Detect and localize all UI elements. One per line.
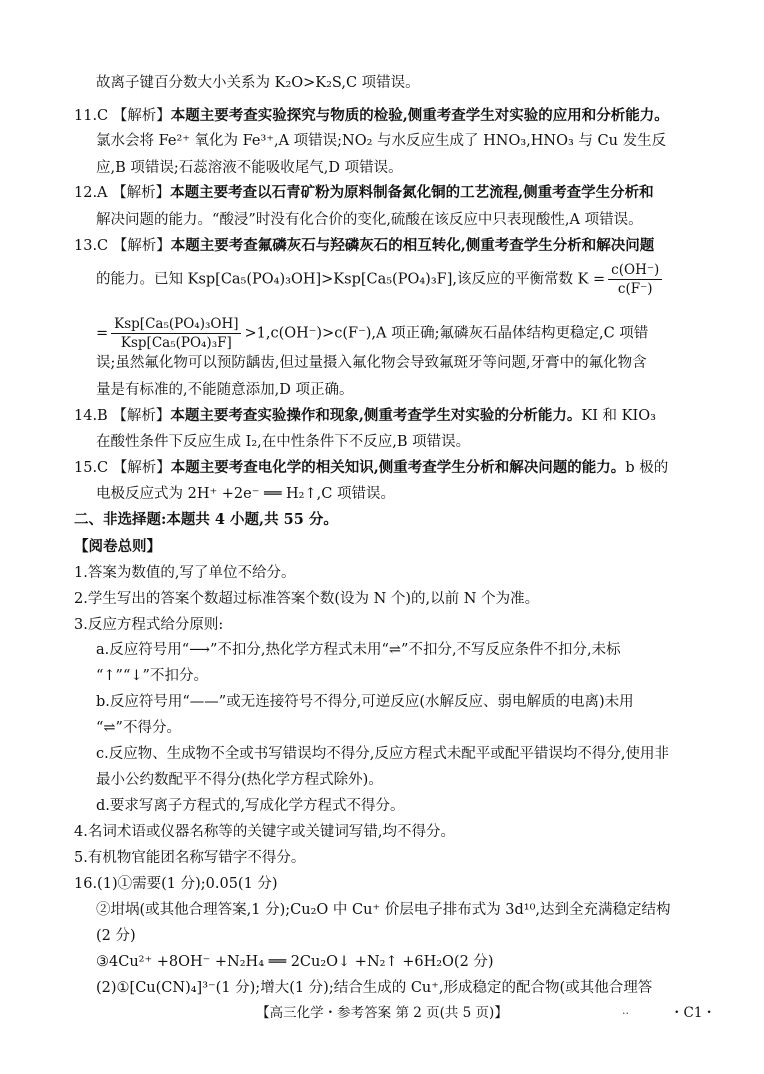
text-line: 在酸性条件下反应生成 I₂,在中性条件下不反应,B 项错误。 <box>96 434 471 450</box>
text-line: 氯水会将 Fe²⁺ 氧化为 Fe³⁺,A 项错误;NO₂ 与水反应生成了 HNO₃,HNO₃ 与 Cu 发生反 <box>96 133 667 149</box>
page-footer: 【高三化学・参考答案 第 2 页(共 5 页)】 <box>256 1005 508 1021</box>
analysis-summary: 本题主要考查氟磷灰石与羟磷灰石的相互转化,侧重考查学生分析和解决问题 <box>170 237 655 254</box>
text-line: 电极反应式为 2H⁺ +2e⁻ ══ H₂↑,C 项错误。 <box>96 486 395 502</box>
rule-item: 4.名词术语或仪器名称等的关键字或关键词写错,均不得分。 <box>74 824 455 840</box>
rule-subitem: c.反应物、生成物不全或书写错误均不得分,反应方程式未配平或配平错误均不得分,使用非 <box>96 746 669 762</box>
analysis-summary: 本题主要考查电化学的相关知识,侧重考查学生分析和解决问题的能力。 <box>170 459 626 476</box>
rule-item: 3.反应方程式给分原则: <box>74 617 224 633</box>
analysis-tail: KI 和 KIO₃ <box>581 408 656 424</box>
fraction-denominator: Ksp[Ca₅(PO₄)₃F] <box>120 335 232 351</box>
question-number: 13.C 【解析】 <box>74 238 171 254</box>
analysis-tail: b 极的 <box>625 460 669 476</box>
rule-subitem: b.反应符号用“——”或无连接符号不得分,可逆反应(水解反应、弱电解质的电离)未用 <box>96 694 634 710</box>
grading-rules-title: 【阅卷总则】 <box>74 538 161 555</box>
question-13 <box>74 236 654 256</box>
rule-subitem: d.要求写离子方程式的,写成化学方程式不得分。 <box>96 798 405 814</box>
rule-item: 2.学生写出的答案个数超过标准答案个数(设为 N 个)的,以前 N 个为准。 <box>74 591 540 607</box>
answer-16-line: ②坩埚(或其他合理答案,1 分);Cu₂O 中 Cu⁺ 价层电子排布式为 3d¹⁰,达到全充满稳定结构 <box>96 902 671 918</box>
text-line: 故离子键百分数大小关系为 K₂O>K₂S,C 项错误。 <box>96 75 420 91</box>
analysis-summary: 本题主要考查实验操作和现象,侧重考查学生对实验的分析能力。 <box>170 407 582 424</box>
question-15 <box>74 458 668 478</box>
answer-16-line: 16.(1)①需要(1 分);0.05(1 分) <box>74 876 278 892</box>
equals-sign: = <box>96 325 109 342</box>
rule-item: 1.答案为数值的,写了单位不给分。 <box>74 565 296 581</box>
question-number: 15.C 【解析】 <box>74 460 171 476</box>
fraction-denominator: c(F⁻) <box>617 281 653 297</box>
text-line: 量是有标准的,不能随意添加,D 项正确。 <box>96 382 354 398</box>
analysis-summary: 本题主要考查以石青矿粉为原料制备氮化铜的工艺流程,侧重考查学生分析和 <box>170 184 654 201</box>
fraction-numerator: Ksp[Ca₅(PO₄)₃OH] <box>111 316 241 334</box>
question-number: 14.B 【解析】 <box>74 408 171 424</box>
text-line: 误;虽然氟化物可以预防龋齿,但过量摄入氟化物会导致氟斑牙等问题,牙膏中的氟化物含 <box>96 355 647 371</box>
equilibrium-conclusion: >1,c(OH⁻)>c(F⁻),A 项正确;氟磷灰石晶体结构更稳定,C 项错 <box>244 325 649 342</box>
equilibrium-text: 的能力。已知 Ksp[Ca₅(PO₄)₃OH]>Ksp[Ca₅(PO₄)₃F],该反应的平衡常数 K = <box>96 271 606 288</box>
rule-subitem: “⇌”不得分。 <box>96 720 181 736</box>
text-line-with-fraction <box>96 316 648 351</box>
text-line-with-fraction <box>96 262 665 297</box>
answer-16-line: ③4Cu²⁺ +8OH⁻ +N₂H₄ ══ 2Cu₂O↓ +N₂↑ +6H₂O(2 分) <box>96 954 494 970</box>
rule-subitem: “↑”“↓”不扣分。 <box>96 668 208 684</box>
rule-item: 5.有机物官能团名称写错字不得分。 <box>74 850 306 866</box>
fraction-ksp <box>111 316 241 351</box>
question-number: 11.C 【解析】 <box>74 108 171 124</box>
rule-subitem: 最小公约数配平不得分(热化学方程式除外)。 <box>96 772 383 788</box>
analysis-summary: 本题主要考查实验探究与物质的检验,侧重考查学生对实验的应用和分析能力。 <box>170 107 669 124</box>
section-heading: 二、非选择题:本题共 4 小题,共 55 分。 <box>74 511 338 528</box>
fraction-k <box>608 262 662 297</box>
question-14 <box>74 406 656 426</box>
text-line: 解决问题的能力。“酸浸”时没有化合价的变化,硫酸在该反应中只表现酸性,A 项错误。 <box>96 212 643 228</box>
question-number: 12.A 【解析】 <box>74 185 171 201</box>
rule-subitem: a.反应符号用“⟶”不扣分,热化学方程式未用“⇌”不扣分,不写反应条件不扣分,未标 <box>96 642 621 658</box>
question-12 <box>74 183 654 203</box>
answer-16-line: (2)①[Cu(CN)₄]³⁻(1 分);增大(1 分);结合生成的 Cu⁺,形成稳定的配合物(或其他合理答 <box>96 980 653 996</box>
footer-dots: .. <box>622 1004 629 1017</box>
fraction-numerator: c(OH⁻) <box>608 262 662 280</box>
answer-16-line: (2 分) <box>96 928 136 944</box>
text-line: 应,B 项错误;石蕊溶液不能吸收尾气,D 项错误。 <box>96 160 403 176</box>
question-11 <box>74 106 669 126</box>
page-code: ・C1・ <box>670 1005 716 1021</box>
